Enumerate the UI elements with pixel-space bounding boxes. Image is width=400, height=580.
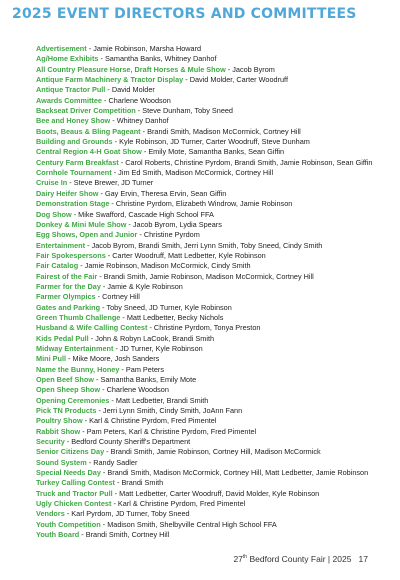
committee-entry-names: David Molder, Carter Woodruff bbox=[189, 75, 288, 85]
committee-entry: Mini Pull - Mike Moore, Josh Sanders bbox=[36, 354, 160, 364]
committee-entry-names: Steve Brewer, JD Turner bbox=[73, 178, 154, 188]
committee-entry-label: Midway Entertainment bbox=[36, 343, 114, 353]
committee-entry-label: Fairest of the Fair bbox=[36, 271, 98, 281]
committee-entry-label: All Country Pleasure Horse, Draft Horses & Mule Show bbox=[36, 64, 226, 74]
committee-entry: Awards Committee - Charlene Woodson bbox=[36, 95, 171, 105]
committee-entry-label: Ugly Chicken Contest bbox=[36, 499, 112, 509]
committee-entry: Dog Show - Mike Swafford, Cascade High School FFA bbox=[36, 209, 214, 219]
committee-entry: Open Beef Show - Samantha Banks, Emily Mote bbox=[36, 375, 197, 384]
footer-year: 2025 bbox=[332, 554, 352, 564]
committee-entry-names: Brandi Smith bbox=[121, 478, 164, 488]
committee-entry-label: Truck and Tractor Pull bbox=[36, 488, 113, 498]
committee-entry: Fair Spokespersons - Carter Woodruff, Matt Ledbetter, Kyle Robinson bbox=[36, 250, 266, 260]
committee-entry: Antique Tractor Pull - David Molder bbox=[36, 85, 155, 95]
committee-entry: Truck and Tractor Pull - Matt Ledbetter, Carter Woodruff, David Molder, Kyle Robinson bbox=[36, 488, 320, 498]
footer-page-number: 17 bbox=[358, 554, 368, 564]
committee-entry-label: Farmer Olympics bbox=[36, 292, 96, 302]
committee-entry: Rabbit Show - Pam Peters, Karl & Christine Pyrdom, Fred Pimentel bbox=[36, 426, 257, 436]
committee-entry-names: Bedford County Sheriff's Department bbox=[71, 437, 191, 447]
committee-entry: Special Needs Day - Brandi Smith, Madison McCormick, Cortney Hill, Matt Ledbetter, Jamie Robinson bbox=[36, 468, 369, 478]
committee-entry-label: Century Farm Breakfast bbox=[36, 157, 119, 167]
footer-edition-suffix: th bbox=[242, 554, 248, 561]
committee-entry-label: Youth Board bbox=[36, 530, 80, 540]
committee-entry-names: Cortney Hill bbox=[102, 292, 140, 302]
committee-entry-label: Special Needs Day bbox=[36, 468, 101, 478]
committee-entry-names: Whitney Danhof bbox=[116, 116, 169, 126]
committee-entry-names: Carol Roberts, Christine Pyrdom, Brandi Smith, Jamie Robinson, Sean Giffin bbox=[125, 157, 373, 167]
committee-entry-label: Entertainment bbox=[36, 240, 86, 250]
committee-entry: Ugly Chicken Contest - Karl & Christine Pyrdom, Fred Pimentel bbox=[36, 499, 246, 509]
footer-fair-name: Bedford County Fair bbox=[249, 554, 326, 564]
footer-separator: | bbox=[327, 554, 331, 564]
committee-entry-label: Demonstration Stage bbox=[36, 199, 110, 209]
committee-entry-names: John & Robyn LaCook, Brandi Smith bbox=[95, 333, 215, 343]
committee-entry: Century Farm Breakfast - Carol Roberts, Christine Pyrdom, Brandi Smith, Jamie Robinson, Sean Giffin bbox=[36, 157, 373, 167]
committee-entry: Senior Citizens Day - Brandi Smith, Jamie Robinson, Cortney Hill, Madison McCormick bbox=[36, 447, 321, 457]
committee-entry-names: Karl & Christine Pyrdom, Fred Pimentel bbox=[117, 499, 246, 509]
committee-entry: Antique Farm Machinery & Tractor Display - David Molder, Carter Woodruff bbox=[36, 75, 288, 85]
committee-entry-label: Backseat Driver Competition bbox=[36, 106, 136, 116]
committee-entry-label: Open Beef Show bbox=[36, 375, 94, 384]
page-footer bbox=[233, 554, 368, 564]
committee-entry-label: Name the Bunny, Honey bbox=[36, 364, 120, 374]
committee-entry: Donkey & Mini Mule Show - Jacob Byrom, Lydia Spears bbox=[36, 219, 222, 229]
committee-entry-names: Charlene Woodson bbox=[106, 385, 169, 395]
committee-entry-names: Charlene Woodson bbox=[108, 95, 171, 105]
committee-entry-names: Brandi Smith, Jamie Robinson, Madison McCormick, Cortney Hill bbox=[103, 271, 314, 281]
committee-entry: Youth Competition - Madison Smith, Shelbyville Central High School FFA bbox=[36, 519, 277, 529]
committee-entry: Farmer for the Day - Jamie & Kyle Robinson bbox=[36, 281, 183, 291]
committee-entry-label: Green Thumb Challenge bbox=[36, 312, 121, 322]
committee-entry-names: Karl & Christine Pyrdom, Fred Pimentel bbox=[89, 416, 217, 426]
committee-entry: Sound System - Randy Sadler bbox=[36, 457, 138, 467]
committee-entry: Youth Board - Brandi Smith, Cortney Hill bbox=[36, 530, 170, 540]
committee-entry: Turkey Calling Contest - Brandi Smith bbox=[36, 478, 164, 488]
committee-entry-names: Matt Ledbetter, Carter Woodruff, David Molder, Kyle Robinson bbox=[119, 488, 320, 498]
committee-entry: Security - Bedford County Sheriff's Department bbox=[36, 437, 191, 447]
committee-entry-label: Senior Citizens Day bbox=[36, 447, 105, 457]
committee-entry-label: Dairy Heifer Show bbox=[36, 188, 99, 198]
committee-entry: Advertisement - Jamie Robinson, Marsha Howard bbox=[36, 44, 202, 53]
committee-entry: Bee and Honey Show - Whitney Danhof bbox=[36, 116, 169, 126]
committee-entry: Pick TN Products - Jerri Lynn Smith, Cindy Smith, JoAnn Fann bbox=[36, 406, 243, 416]
committee-entry-label: Awards Committee bbox=[36, 95, 102, 105]
committee-entry-label: Fair Catalog bbox=[36, 261, 79, 271]
committee-entry: Green Thumb Challenge - Matt Ledbetter, Becky Nichols bbox=[36, 312, 224, 322]
committee-entry-names: Jamie Robinson, Madison McCormick, Cindy Smith bbox=[84, 261, 251, 271]
committee-entry: Fairest of the Fair - Brandi Smith, Jamie Robinson, Madison McCormick, Cortney Hill bbox=[36, 271, 314, 281]
committee-entry: Central Region 4-H Goat Show - Emily Mote, Samantha Banks, Sean Giffin bbox=[36, 147, 285, 157]
committee-entry-label: Pick TN Products bbox=[36, 406, 97, 416]
committee-entry-names: Jerri Lynn Smith, Cindy Smith, JoAnn Fann bbox=[102, 406, 243, 416]
committee-entry: Egg Shows, Open and Junior - Christine Pyrdom bbox=[36, 230, 200, 240]
committee-entry-label: Kids Pedal Pull bbox=[36, 333, 89, 343]
committee-entry: Building and Grounds - Kyle Robinson, JD Turner, Carter Woodruff, Steve Dunham bbox=[36, 137, 310, 147]
committee-entry-label: Mini Pull bbox=[36, 354, 66, 364]
committee-entry-label: Advertisement bbox=[36, 44, 87, 53]
committee-entry-names: Toby Sneed, JD Turner, Kyle Robinson bbox=[106, 302, 232, 312]
committee-entry-names: Jamie Robinson, Marsha Howard bbox=[93, 44, 202, 53]
committee-entry: Gates and Parking - Toby Sneed, JD Turner, Kyle Robinson bbox=[36, 302, 232, 312]
committee-entry: Poultry Show - Karl & Christine Pyrdom, Fred Pimentel bbox=[36, 416, 217, 426]
committee-entry-names: Matt Ledbetter, Becky Nichols bbox=[126, 312, 224, 322]
committee-entry-label: Bee and Honey Show bbox=[36, 116, 111, 126]
committee-entry: Backseat Driver Competition - Steve Dunham, Toby Sneed bbox=[36, 106, 233, 116]
committee-entry-label: Antique Tractor Pull bbox=[36, 85, 106, 95]
committee-entry-names: Carter Woodruff, Matt Ledbetter, Kyle Robinson bbox=[112, 250, 266, 260]
committee-entry-label: Antique Farm Machinery & Tractor Display bbox=[36, 75, 184, 85]
committee-entry-names: Matt Ledbetter, Brandi Smith bbox=[115, 395, 209, 405]
committee-entry-names: Mike Moore, Josh Sanders bbox=[72, 354, 160, 364]
committee-entry-label: Cornhole Tournament bbox=[36, 168, 112, 178]
committee-entry-names: Jacob Byrom, Lydia Spears bbox=[132, 219, 222, 229]
footer-edition-number: 27 bbox=[233, 554, 243, 564]
committee-entry-names: Karl Pyrdom, JD Turner, Toby Sneed bbox=[71, 509, 190, 519]
committee-entry-names: Samantha Banks, Emily Mote bbox=[100, 375, 197, 384]
committee-entry-label: Donkey & Mini Mule Show bbox=[36, 219, 127, 229]
committee-entry-names: David Molder bbox=[111, 85, 155, 95]
committee-entry-names: Brandi Smith, Madison McCormick, Cortney Hill, Matt Ledbetter, Jamie Robinson bbox=[107, 468, 369, 478]
committee-entry: Kids Pedal Pull - John & Robyn LaCook, Brandi Smith bbox=[36, 333, 215, 343]
committee-entry-label: Opening Ceremonies bbox=[36, 395, 110, 405]
committee-entry-names: Christine Pyrdom, Tonya Preston bbox=[153, 323, 261, 333]
committee-entry-names: Pam Peters bbox=[125, 364, 165, 374]
committee-entry: Farmer Olympics - Cortney Hill bbox=[36, 292, 140, 302]
committee-entry-label: Gates and Parking bbox=[36, 302, 101, 312]
committee-entry-label: Cruise In bbox=[36, 178, 68, 188]
committee-entry-label: Boots, Beaus & Bling Pageant bbox=[36, 126, 141, 136]
committee-entry-label: Central Region 4-H Goat Show bbox=[36, 147, 142, 157]
committee-entry: Name the Bunny, Honey - Pam Peters bbox=[36, 364, 165, 374]
committee-entry-names: Brandi Smith, Madison McCormick, Cortney Hill bbox=[147, 126, 301, 136]
committee-entry-names: Jim Ed Smith, Madison McCormick, Cortney Hill bbox=[118, 168, 274, 178]
committee-entry: Opening Ceremonies - Matt Ledbetter, Brandi Smith bbox=[36, 395, 209, 405]
committee-entry-label: Farmer for the Day bbox=[36, 281, 101, 291]
page-title: 2025 EVENT DIRECTORS AND COMMITTEES bbox=[12, 6, 357, 22]
committee-entry-names: Brandi Smith, Cortney Hill bbox=[85, 530, 170, 540]
committee-entry-label: Security bbox=[36, 437, 65, 447]
committee-entry-label: Youth Competition bbox=[36, 519, 101, 529]
committee-entry-names: Brandi Smith, Jamie Robinson, Cortney Hill, Madison McCormick bbox=[110, 447, 321, 457]
committee-entry-names: Jacob Byrom, Brandi Smith, Jerri Lynn Smith, Toby Sneed, Cindy Smith bbox=[91, 240, 323, 250]
committee-entry: Husband & Wife Calling Contest - Christine Pyrdom, Tonya Preston bbox=[36, 323, 261, 333]
committee-entry: Cruise In - Steve Brewer, JD Turner bbox=[36, 178, 154, 188]
committee-entry-label: Ag/Home Exhibits bbox=[36, 54, 99, 64]
committee-entry-names: Steve Dunham, Toby Sneed bbox=[142, 106, 233, 116]
committee-entry: Ag/Home Exhibits - Samantha Banks, Whitney Danhof bbox=[36, 54, 217, 64]
committee-entry-names: Gay Ervin, Theresa Ervin, Sean Giffin bbox=[104, 188, 227, 198]
committee-entry-label: Dog Show bbox=[36, 209, 72, 219]
committee-entry-names: Emily Mote, Samantha Banks, Sean Giffin bbox=[148, 147, 285, 157]
committee-entry-label: Vendors bbox=[36, 509, 65, 519]
committee-entry: Vendors - Karl Pyrdom, JD Turner, Toby Sneed bbox=[36, 509, 190, 519]
committee-list bbox=[36, 44, 396, 541]
committee-entry-names: Pam Peters, Karl & Christine Pyrdom, Fred Pimentel bbox=[86, 426, 257, 436]
committee-entry-label: Egg Shows, Open and Junior bbox=[36, 230, 138, 240]
committee-entry-names: Madison Smith, Shelbyville Central High School FFA bbox=[107, 519, 277, 529]
committee-entry-names: Christine Pyrdom, Elizabeth Windrow, Jamie Robinson bbox=[115, 199, 293, 209]
committee-entry-names: Jacob Byrom bbox=[232, 64, 275, 74]
committee-entry-label: Sound System bbox=[36, 457, 87, 467]
committee-entry-label: Turkey Calling Contest bbox=[36, 478, 115, 488]
committee-entry-label: Building and Grounds bbox=[36, 137, 113, 147]
committee-entry-label: Husband & Wife Calling Contest bbox=[36, 323, 148, 333]
committee-entry-label: Open Sheep Show bbox=[36, 385, 101, 395]
committee-entry-names: Mike Swafford, Cascade High School FFA bbox=[78, 209, 214, 219]
committee-entry-names: Christine Pyrdom bbox=[143, 230, 200, 240]
committee-entry: Dairy Heifer Show - Gay Ervin, Theresa Ervin, Sean Giffin bbox=[36, 188, 227, 198]
committee-entry: Fair Catalog - Jamie Robinson, Madison McCormick, Cindy Smith bbox=[36, 261, 251, 271]
committee-entry: Cornhole Tournament - Jim Ed Smith, Madison McCormick, Cortney Hill bbox=[36, 168, 274, 178]
committee-entry-names: Samantha Banks, Whitney Danhof bbox=[104, 54, 217, 64]
committee-entry: Midway Entertainment - JD Turner, Kyle Robinson bbox=[36, 343, 203, 353]
committee-entry-names: Kyle Robinson, JD Turner, Carter Woodruff, Steve Dunham bbox=[119, 137, 310, 147]
committee-entry-names: Jamie & Kyle Robinson bbox=[107, 281, 183, 291]
committee-entry: Boots, Beaus & Bling Pageant - Brandi Smith, Madison McCormick, Cortney Hill bbox=[36, 126, 301, 136]
committee-entry-label: Poultry Show bbox=[36, 416, 83, 426]
committee-entry-label: Fair Spokespersons bbox=[36, 250, 106, 260]
committee-entry: Entertainment - Jacob Byrom, Brandi Smith, Jerri Lynn Smith, Toby Sneed, Cindy Smith bbox=[36, 240, 323, 250]
committee-entry: All Country Pleasure Horse, Draft Horses & Mule Show - Jacob Byrom bbox=[36, 64, 275, 74]
committee-entry-names: JD Turner, Kyle Robinson bbox=[119, 343, 203, 353]
committee-entry-names: Randy Sadler bbox=[93, 457, 138, 467]
committee-entry-label: Rabbit Show bbox=[36, 426, 81, 436]
committee-entry: Open Sheep Show - Charlene Woodson bbox=[36, 385, 169, 395]
committee-entry: Demonstration Stage - Christine Pyrdom, Elizabeth Windrow, Jamie Robinson bbox=[36, 199, 293, 209]
